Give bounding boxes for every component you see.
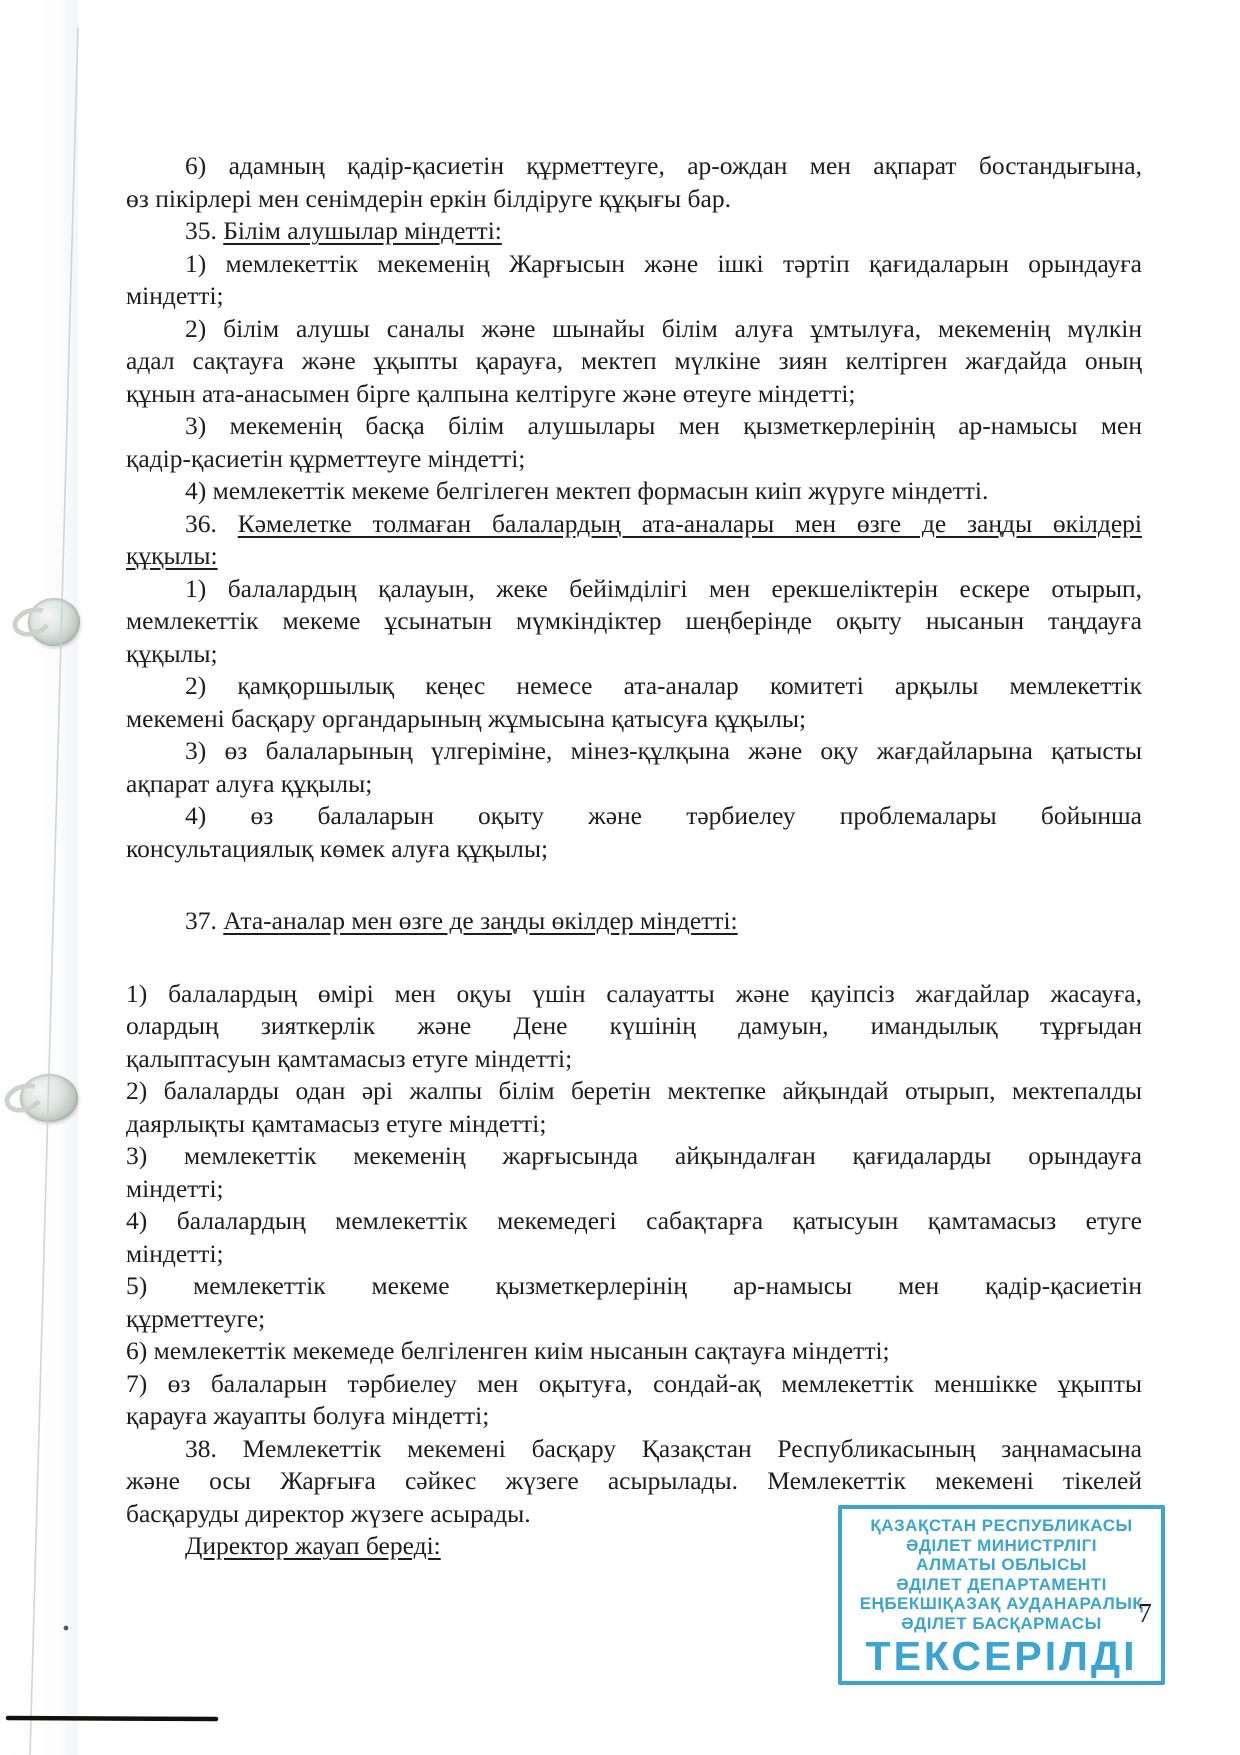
line-text: қарауға жауапты болуға міндетті; [126,1401,490,1430]
underlined-text: Директор жауап береді: [185,1531,441,1560]
line-text: мемлекеттік мекеме ұсынатын мүмкіндіктер шеңберінде оқыту нысанын таңдауға [126,606,1142,635]
stamp-line: ЕҢБЕКШІҚАЗАҚ АУДАНАРАЛЫҚ [859,1594,1144,1613]
line-text: басқаруды директор жүзеге асырады. [126,1498,531,1528]
stamp-line: ӘДІЛЕТ МИНИСТРЛІГІ [906,1535,1097,1555]
line-text: 4) мемлекеттік мекеме белгілеген мектеп формасын киіп жүруге міндетті. [185,476,989,505]
underlined-text: Білім алушылар міндетті: [223,216,502,245]
line-text: 6) мемлекеттік мекемеде белгіленген киім нысанын сақтауға міндетті; [126,1336,890,1365]
underlined-text: құқылы: [126,541,218,570]
line-text: 6) адамның қадір-қасиетін құрметтеуге, ар-ождан мен ақпарат бостандығына, [185,151,1142,180]
line-text: құнын ата-анасымен бірге қалпына келтіруге және өтеуге міндетті; [126,378,856,408]
stamp-verified-label: ТЕКСЕРІЛДІ [865,1633,1138,1679]
section-number: 37. [185,906,224,935]
line-text: 2) білім алушы саналы және шынайы білім алуға ұмтылуға, мекеменің мүлкін [185,313,1142,343]
line-text: міндетті; [126,1238,224,1268]
line-text: құқылы; [126,638,218,668]
line-text: 4) өз балаларын оқыту және тәрбиелеу проблемалары бойынша [185,801,1142,830]
line-text: өз пікірлері мен сенімдерін еркін білдіруге құқығы бар. [126,183,731,213]
line-text: консультациялық көмек алуға құқылы; [126,833,549,863]
line-text: 3) өз балаларының үлгеріміне, мінез-құлқына және оқу жағдайларына қатысты [185,736,1142,765]
bottom-ink-line [8,1718,216,1719]
line-text: 4) балалардың мемлекеттік мекемедегі сабақтарға қатысуын қамтамасыз етуге [126,1206,1142,1235]
line-text: 1) балалардың өмірі мен оқуы үшін салауатты және қауіпсіз жағдайлар жасауға, [126,978,1142,1008]
line-text: міндетті; [126,1173,224,1203]
stamp-line: ӘДІЛЕТ БАСҚАРМАСЫ [901,1613,1102,1633]
line-text: құрметтеуге; [126,1303,266,1333]
section-number: 36. [185,508,238,538]
line-text: 2) балаларды одан әрі жалпы білім беретін мектепке айқындай отырып, мектепалды [126,1076,1142,1105]
stamp-line: АЛМАТЫ ОБЛЫСЫ [916,1555,1087,1574]
line-text: және осы Жарғыға сәйкес жүзеге асырылады. Мемлекеттік мекемені тікелей [126,1466,1142,1495]
page-number: 7 [1138,1598,1152,1628]
line-text: олардың зияткерлік және Дене күшінің дамуын, имандылық тұрғыдан [126,1011,1142,1040]
ink-dot [64,1626,69,1631]
line-text: 3) мемлекеттік мекеменің жарғысында айқындалған қағидаларды орындауға [126,1141,1142,1170]
underlined-text: Ата-аналар мен өзге де заңды өкілдер міндетті: [223,906,738,935]
line-text: 7) өз балаларын тәрбиелеу мен оқытуға, сондай-ақ мемлекеттік меншікке ұқыпты [126,1368,1142,1398]
line-text: 5) мемлекеттік мекеме қызметкерлерінің ар-намысы мен қадір-қасиетін [126,1271,1142,1300]
line-text: қалыптасуын қамтамасыз етуге міндетті; [126,1043,573,1073]
line-text: ақпарат алуға құқылы; [126,768,373,798]
underlined-text: Кәмелетке толмаған балалардың ата-аналары мен өзге де заңды өкілдері [237,508,1143,538]
line-text: 1) мемлекеттік мекеменің Жарғысын және ішкі тәртіп қағидаларын орындауға [185,248,1142,278]
line-text: даярлықты қамтамасыз етуге міндетті; [126,1108,547,1138]
stamp-line: ҚАЗАҚСТАН РЕСПУБЛИКАСЫ [870,1516,1133,1535]
stamp-line: ӘДІЛЕТ ДЕПАРТАМЕНТІ [896,1574,1107,1594]
line-text: адал сақтауға және ұқыпты қарауға, мектеп мүлкіне зиян келтірген жағдайда оның [126,346,1142,375]
section-number: 35. [185,216,224,245]
line-text: 1) балалардың қалауын, жеке бейімділігі мен ерекшеліктерін ескере отырып, [185,573,1142,603]
line-text: 3) мекеменің басқа білім алушылары мен қызметкерлерінің ар-намысы мен [185,411,1142,440]
page-edge-line [30,28,78,1755]
line-text: міндетті; [126,281,224,310]
line-text: 2) қамқоршылық кеңес немесе ата-аналар комитеті арқылы мемлекеттік [185,671,1142,700]
line-text: қадір-қасиетін құрметтеуге міндетті; [126,443,526,473]
line-text: 38. Мемлекеттік мекемені басқару Қазақстан Республикасының заңнамасына [185,1433,1142,1463]
line-text: мекемені басқару органдарының жұмысына қатысуға құқылы; [126,703,807,733]
